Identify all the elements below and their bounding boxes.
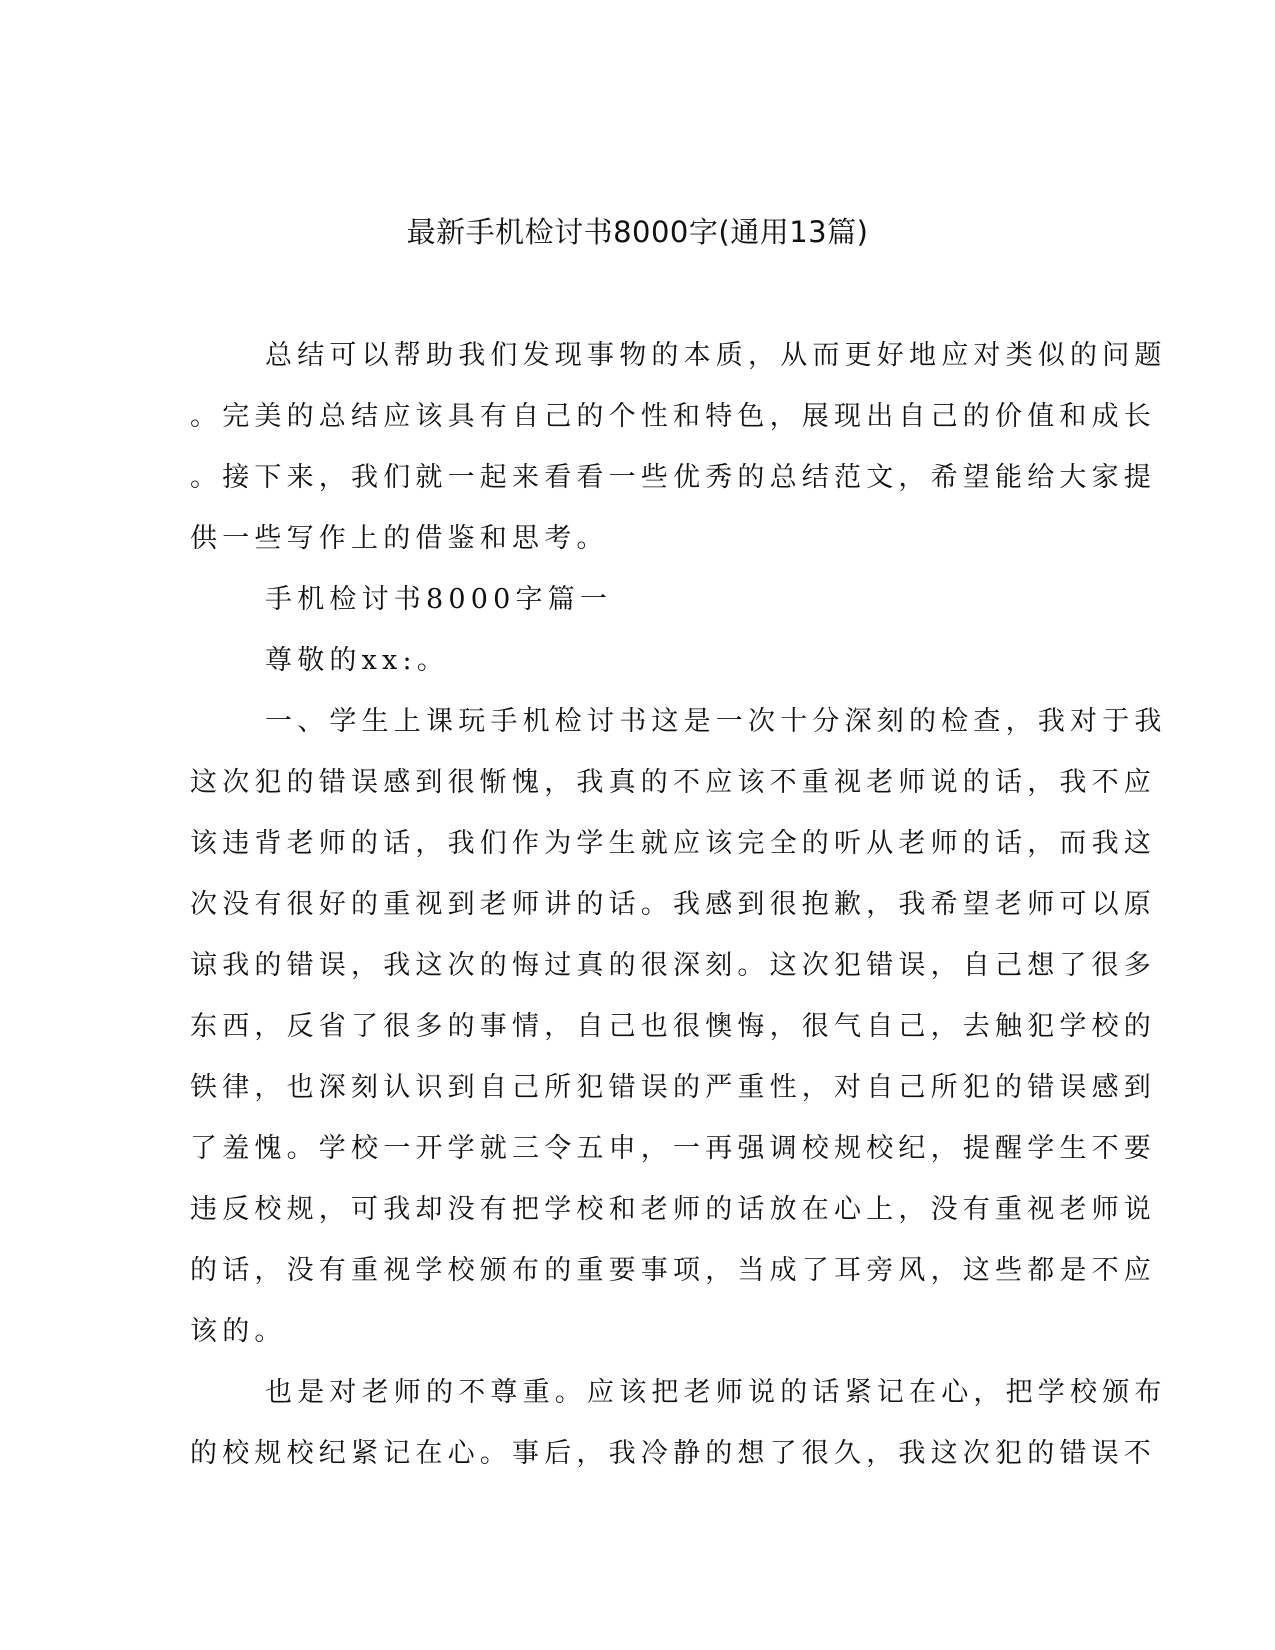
text-line: 违反校规，可我却没有把学校和老师的话放在心上，没有重视老师说 (190, 1194, 1156, 1225)
salutation-paragraph (190, 630, 1080, 691)
text-line: 的校规校纪紧记在心。事后，我冷静的想了很久，我这次犯的错误不 (190, 1438, 1156, 1469)
text-line: 了羞愧。学校一开学就三令五申，一再强调校规校纪，提醒学生不要 (190, 1133, 1156, 1164)
salutation: 尊敬的xx:。 (265, 645, 449, 676)
section-heading: 手机检讨书8000字篇一 (265, 584, 613, 615)
text-line: 这次犯的错误感到很惭愧，我真的不应该不重视老师说的话，我不应 (190, 767, 1156, 798)
body-paragraph-1 (190, 691, 1167, 1362)
text-line: 该的。 (190, 1316, 287, 1347)
text-line: 铁律，也深刻认识到自己所犯错误的严重性，对自己所犯的错误感到 (190, 1072, 1156, 1103)
text-line: 。接下来，我们就一起来看看一些优秀的总结范文，希望能给大家提 (190, 462, 1156, 493)
text-line: 东西，反省了很多的事情，自己也很懊悔，很气自己，去触犯学校的 (190, 1011, 1156, 1042)
text-line: 一、学生上课玩手机检讨书这是一次十分深刻的检查，我对于我 (265, 706, 1167, 737)
text-line: 总结可以帮助我们发现事物的本质，从而更好地应对类似的问题 (265, 340, 1167, 371)
section-heading-paragraph (190, 569, 1080, 630)
text-line: 该违背老师的话，我们作为学生就应该完全的听从老师的话，而我这 (190, 828, 1156, 859)
intro-paragraph (190, 325, 1167, 569)
text-line: 供一些写作上的借鉴和思考。 (190, 523, 609, 554)
text-line: 次没有很好的重视到老师讲的话。我感到很抱歉，我希望老师可以原 (190, 889, 1156, 920)
text-line: 谅我的错误，我这次的悔过真的很深刻。这次犯错误，自己想了很多 (190, 950, 1156, 981)
document-title: 最新手机检讨书8000字(通用13篇) (406, 215, 869, 249)
text-line: 的话，没有重视学校颁布的重要事项，当成了耳旁风，这些都是不应 (190, 1255, 1156, 1286)
document-body (190, 325, 1167, 1484)
body-paragraph-2 (190, 1362, 1167, 1484)
text-line: 。完美的总结应该具有自己的个性和特色，展现出自己的价值和成长 (190, 401, 1156, 432)
text-line: 也是对老师的不尊重。应该把老师说的话紧记在心，把学校颁布 (265, 1377, 1167, 1408)
